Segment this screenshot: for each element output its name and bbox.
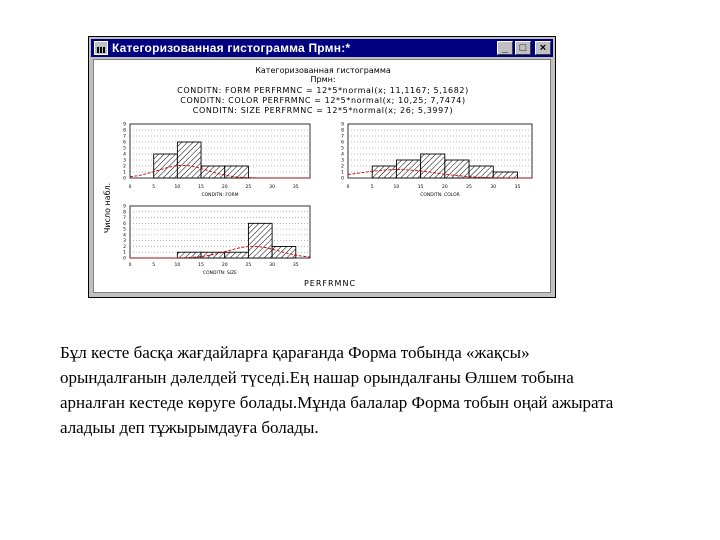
x-tick-label: 25: [466, 185, 472, 190]
histogram-bar-size: [225, 252, 249, 258]
close-button[interactable]: ×: [535, 41, 551, 55]
y-tick-label: 0: [123, 176, 126, 182]
x-tick-label: 5: [152, 185, 156, 190]
y-tick-label: 7: [123, 216, 126, 222]
x-tick-label: 25: [245, 185, 252, 190]
y-tick-label: 1: [123, 250, 126, 256]
y-tick-label: 7: [123, 134, 126, 140]
histogram-bar-color: [493, 172, 517, 178]
y-tick-label: 8: [341, 128, 344, 134]
x-tick-label: 20: [221, 263, 228, 268]
histogram-bar-color: [372, 166, 396, 178]
y-tick-label: 2: [341, 164, 344, 170]
x-tick-label: 30: [269, 185, 275, 190]
figure-title: Категоризованная гистограмма: [255, 66, 391, 75]
y-tick-label: 9: [123, 122, 126, 128]
x-tick-label: 10: [174, 263, 181, 268]
x-tick-label: 25: [245, 263, 252, 268]
x-tick-label: 35: [292, 185, 299, 190]
fit-label-size: CONDITN: SIZE PERFRMNC = 12*5*normal(x; 26; 5,3997): [192, 106, 454, 115]
maximize-button[interactable]: □: [515, 41, 531, 55]
chart-area: [93, 59, 551, 293]
y-tick-label: 1: [123, 170, 126, 176]
x-tick-label: 10: [174, 185, 181, 190]
histogram-figure: [94, 60, 552, 294]
y-tick-label: 8: [123, 210, 126, 216]
y-tick-label: 0: [341, 176, 344, 182]
y-tick-label: 2: [123, 244, 126, 250]
fit-label-color: CONDITN: COLOR PERFRMNC = 12*5*normal(x; 10,25; 7,7474): [180, 96, 466, 105]
x-tick-label: 5: [370, 185, 374, 190]
y-tick-label: 8: [123, 128, 126, 134]
fit-label-form: CONDITN: FORM PERFRMNC = 12*5*normal(x; 11,1167; 5,1682): [177, 86, 469, 95]
x-tick-label: 10: [393, 185, 400, 190]
histogram-bar-size: [248, 223, 272, 258]
x-axis-label: PERFRMNC: [303, 279, 357, 288]
minimize-button[interactable]: _: [497, 41, 513, 55]
y-tick-label: 4: [341, 152, 344, 158]
x-tick-label: 0: [128, 185, 132, 190]
histogram-bar-form: [201, 166, 225, 178]
y-axis-label: Число набл.: [103, 182, 112, 234]
y-tick-label: 5: [123, 146, 126, 152]
y-tick-label: 4: [123, 152, 126, 158]
y-tick-label: 6: [341, 140, 344, 146]
y-tick-label: 9: [123, 204, 126, 210]
panel-label-size: CONDITN: SIZE: [202, 271, 238, 276]
y-tick-label: 7: [341, 134, 344, 140]
histogram-bar-color: [469, 166, 493, 178]
histogram-bar-color: [396, 160, 420, 178]
x-tick-label: 30: [490, 185, 497, 190]
window-titlebar[interactable]: [91, 39, 553, 57]
x-tick-label: 20: [221, 185, 228, 190]
y-tick-label: 1: [341, 170, 344, 176]
x-tick-label: 15: [198, 185, 204, 190]
histogram-window: [88, 36, 556, 298]
x-tick-label: 30: [269, 263, 275, 268]
figure-subtitle: Прмн:: [310, 75, 336, 84]
x-tick-label: 15: [417, 185, 424, 190]
histogram-bar-form: [177, 142, 201, 178]
x-tick-label: 35: [292, 263, 299, 268]
y-tick-label: 2: [123, 164, 126, 170]
x-tick-label: 20: [441, 185, 448, 190]
x-tick-label: 0: [128, 263, 132, 268]
y-tick-label: 9: [341, 122, 344, 128]
x-tick-label: 5: [152, 263, 156, 268]
y-tick-label: 3: [341, 158, 344, 164]
y-tick-label: 5: [123, 227, 126, 233]
x-tick-label: 35: [514, 185, 521, 190]
slide-caption: Бұл кесте басқа жағдайларға қарағанда Форма тобында «жақсы» орындалғанын дәлелдей түседі.Ең нашар орындалғаны Өлшем тобына арналған кестеде көруге болады.Мұнда балалар Форма тобын оңай ажырата аладыы деп тұжырымдауға болады.: [60, 343, 614, 437]
y-tick-label: 4: [123, 233, 126, 239]
chart-app-icon[interactable]: [94, 41, 108, 55]
panel-label-form: CONDITN: FORM: [201, 193, 239, 198]
y-tick-label: 0: [123, 256, 126, 262]
x-tick-label: 0: [346, 185, 350, 190]
y-tick-label: 6: [123, 140, 126, 146]
y-tick-label: 3: [123, 239, 126, 245]
y-tick-label: 3: [123, 158, 126, 164]
y-tick-label: 6: [123, 221, 126, 227]
panel-label-color: CONDITN: COLOR: [420, 193, 460, 198]
histogram-bar-color: [421, 154, 445, 178]
y-tick-label: 5: [341, 146, 344, 152]
window-title: Категоризованная гистограмма Прмн:*: [112, 41, 351, 55]
x-tick-label: 15: [198, 263, 204, 268]
